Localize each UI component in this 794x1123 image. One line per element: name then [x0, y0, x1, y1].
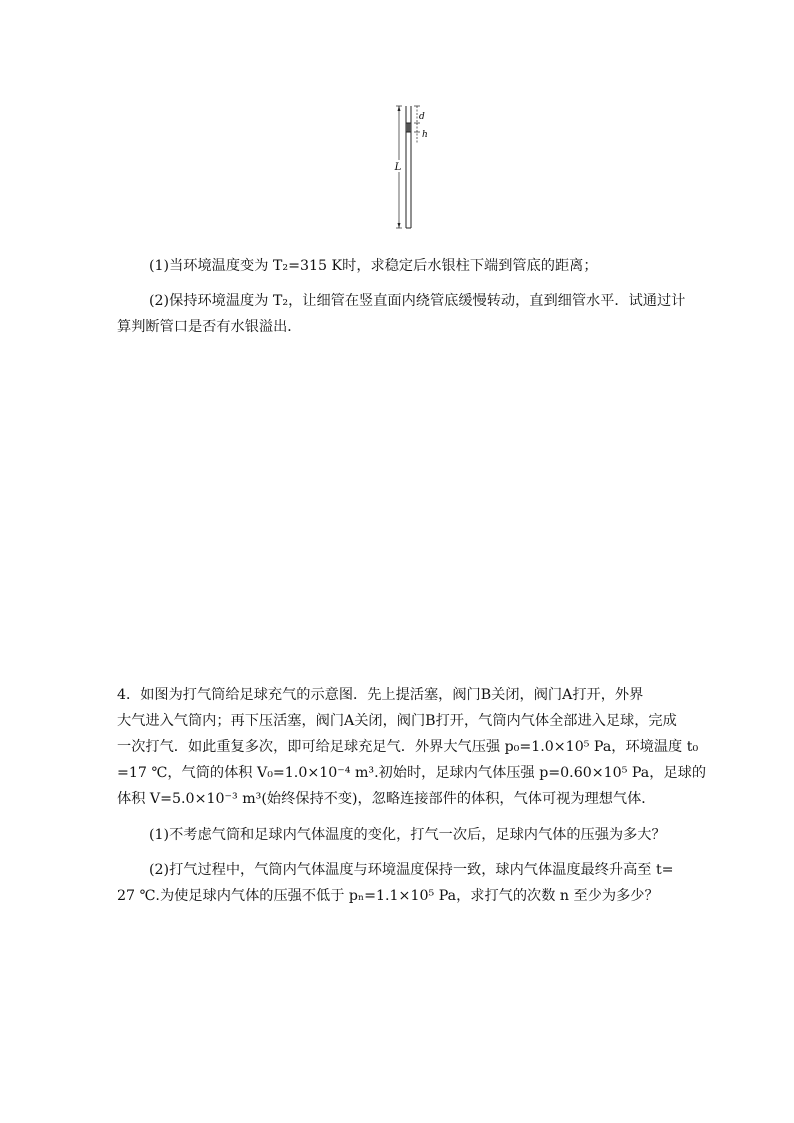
- q4-line3: 一次打气．如此重复多次，即可给足球充足气．外界大气压强 p₀=1.0×10⁵ Pa，环境温度 t₀: [117, 739, 699, 755]
- q3-part2-line2: 算判断管口是否有水银溢出．: [117, 319, 302, 335]
- q4-line2: 大气进入气筒内；再下压活塞，阀门A关闭，阀门B打开，气筒内气体全部进入足球，完成: [117, 713, 677, 729]
- q4-line5: 体积 V=5.0×10⁻³ m³(始终保持不变)，忽略连接部件的体积，气体可视为理想气体．: [117, 791, 656, 807]
- q3-part1: (1)当环境温度变为 T₂=315 K时，求稳定后水银柱下端到管底的距离；: [149, 258, 598, 274]
- mercury-column: [406, 123, 411, 132]
- label-h: h: [422, 130, 428, 140]
- q3-part2-line1: (2)保持环境温度为 T₂，让细管在竖直面内绕管底缓慢转动，直到细管水平．试通过计: [149, 293, 686, 309]
- q4-part2-line2: 27 ℃.为使足球内气体的压强不低于 pₙ=1.1×10⁵ Pa，求打气的次数 n 至少为多少？: [117, 888, 659, 904]
- q4-line4: =17 ℃，气筒的体积 V₀=1.0×10⁻⁴ m³.初始时，足球内气体压强 p=0.60×10⁵ Pa，足球的: [117, 765, 707, 781]
- q4-line1: 4．如图为打气筒给足球充气的示意图．先上提活塞，阀门B关闭，阀门A打开，外界: [117, 687, 644, 703]
- tube-diagram-svg: [386, 104, 436, 230]
- tube-diagram: [386, 104, 436, 230]
- label-d: d: [419, 112, 425, 122]
- q4-part1: (1)不考虑气筒和足球内气体温度的变化，打气一次后，足球内气体的压强为多大？: [149, 827, 666, 843]
- q4-part2-line1: (2)打气过程中，气筒内气体温度与环境温度保持一致，球内气体温度最终升高至 t=: [149, 862, 674, 878]
- label-L: L: [394, 162, 402, 173]
- q4-stem: [117, 682, 706, 812]
